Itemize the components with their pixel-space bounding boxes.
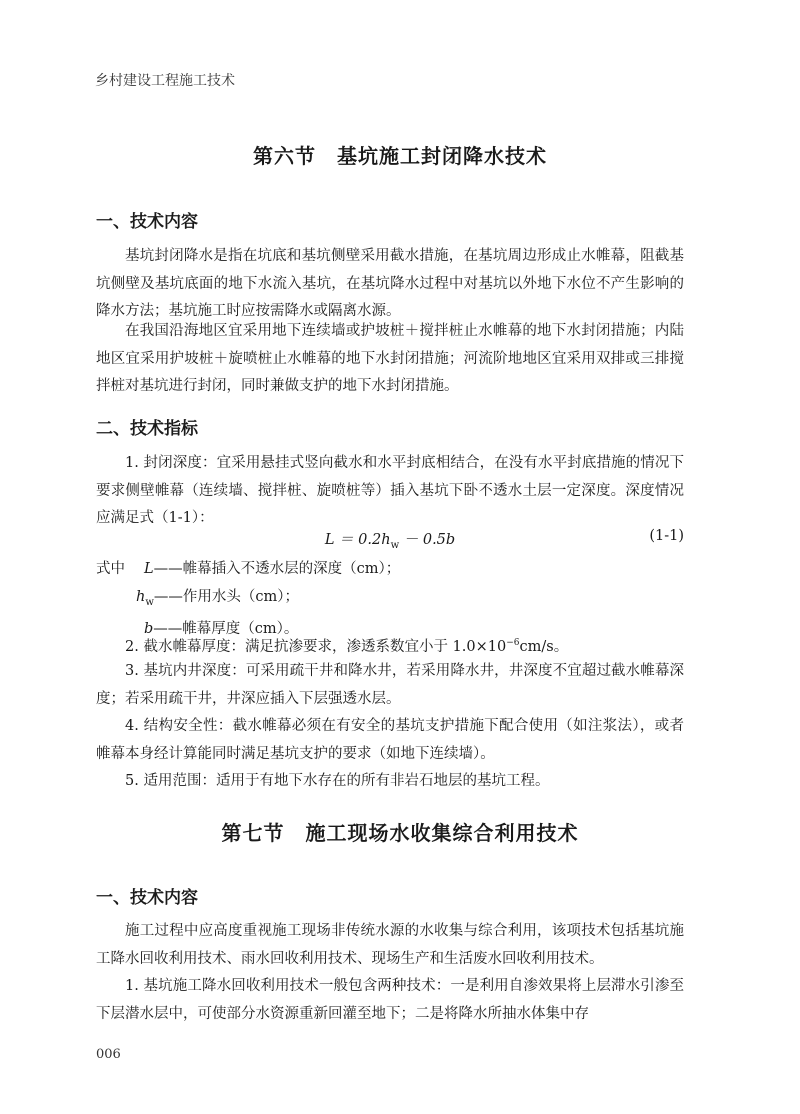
variable-L: 式中 L——帷幕插入不透水层的深度（cm）； (96, 561, 401, 577)
section-6-title: 第六节 基坑施工封闭降水技术 (253, 144, 547, 168)
section-7-paragraph-2: 1. 基坑施工降水回收利用技术一般包含两种技术：一是利用自渗效果将上层滞水引渗至下层潜水层中，可使部分水资源重新回灌至地下；二是将降水所抽水体集中存 (96, 978, 684, 1022)
variable-b: b——帷幕厚度（cm）。 (144, 620, 299, 637)
item-2-curtain-thickness: 2. 截水帷幕厚度：满足抗渗要求，渗透系数宜小于 $1.0\times 10^{-6}cm/s$。 (125, 638, 569, 655)
item-1-sealing-depth: 1. 封闭深度：宜采用悬挂式竖向截水和水平封底相结合，在没有水平封底措施的情况下要求侧壁帷幕（连续墙、搅拌桩、旋喷桩等）插入基坑下卧不透水土层一定深度。深度情况应满足式（1-1）： (96, 455, 684, 526)
page-number: 006 (96, 1047, 121, 1062)
equation-number: (1-1) (649, 528, 684, 544)
variable-hw: $h_w——$作用水头（cm）； (136, 588, 300, 608)
running-head: 乡村建设工程施工技术 (95, 73, 235, 89)
section-6-index-heading: 二、技术指标 (96, 419, 198, 439)
equation-formula: $L = 0.2h_w - 0.5b$ (324, 532, 456, 551)
section-6-paragraph-1: 基坑封闭降水是指在坑底和基坑侧壁采用截水措施，在基坑周边形成止水帷幕，阻截基坑侧壁及基坑底面的地下水流入基坑，在基坑降水过程中对基坑以外地下水位不产生影响的降水方法；基坑施工时应按需降水或隔离水源。 (96, 248, 684, 319)
item-5-scope: 5. 适用范围：适用于有地下水存在的所有非岩石地层的基坑工程。 (125, 773, 550, 789)
section-6-paragraph-2: 在我国沿海地区宜采用地下连续墙或护坡桩＋搅拌桩止水帷幕的地下水封闭措施；内陆地区宜采用护坡桩＋旋喷桩止水帷幕的地下水封闭措施；河流阶地地区宜采用双排或三排搅拌桩对基坑进行封闭，同时兼做支护的地下水封闭措施。 (96, 323, 684, 394)
equation-1-1 (96, 528, 684, 554)
section-7-content-heading: 一、技术内容 (96, 888, 198, 908)
section-6-content-heading: 一、技术内容 (96, 212, 198, 232)
section-7-paragraph-1: 施工过程中应高度重视施工现场非传统水源的水收集与综合利用，该项技术包括基坑施工降水回收利用技术、雨水回收利用技术、现场生产和生活废水回收利用技术。 (96, 923, 684, 967)
section-7-title: 第七节 施工现场水收集综合利用技术 (221, 821, 579, 845)
item-4-structural-safety: 4. 结构安全性：截水帷幕必须在有安全的基坑支护措施下配合使用（如注浆法），或者帷幕本身经计算能同时满足基坑支护的要求（如地下连续墙）。 (96, 718, 684, 762)
item-3-well-depth: 3. 基坑内井深度：可采用疏干井和降水井，若采用降水井，井深度不宜超过截水帷幕深度；若采用疏干井，井深应插入下层强透水层。 (96, 663, 684, 707)
